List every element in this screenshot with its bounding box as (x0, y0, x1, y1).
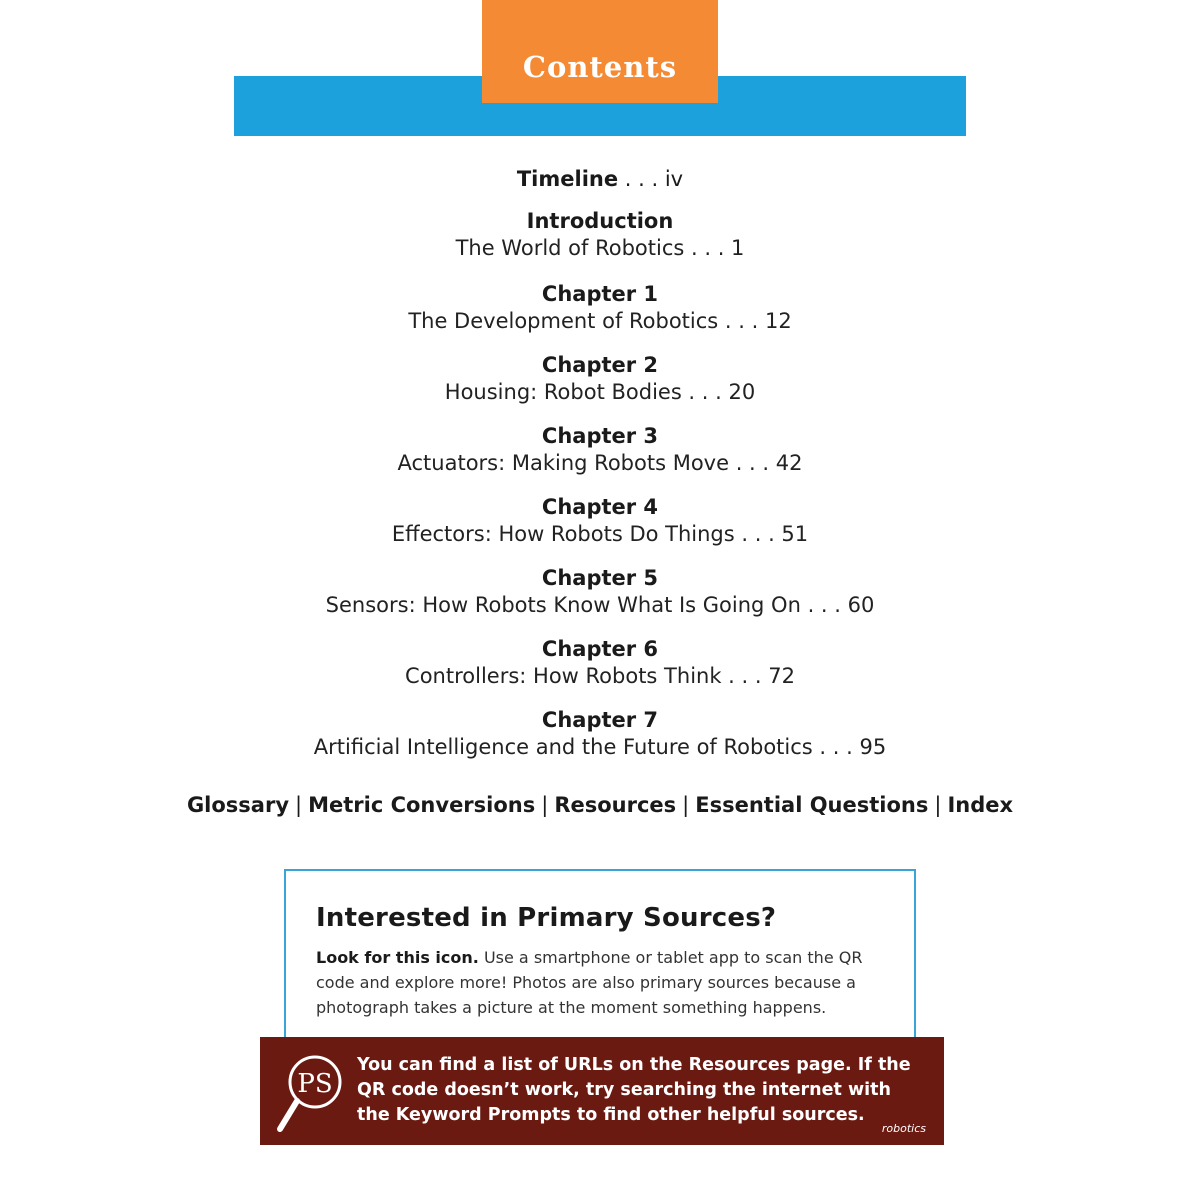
toc-entry-title: The World of Robotics . . . 1 (455, 236, 745, 260)
table-of-contents (0, 162, 1200, 778)
timeline-label: Timeline (516, 167, 619, 191)
toc-entry-head: Chapter 5 (541, 566, 659, 590)
toc-entry-title: Controllers: How Robots Think . . . 72 (405, 664, 795, 688)
primary-source-magnifier-icon (274, 1049, 344, 1139)
toc-entry-head: Chapter 1 (541, 282, 659, 306)
toc-entry-chapter-6[interactable] (0, 636, 1200, 707)
primary-sources-banner-text: You can find a list of URLs on the Resources page. If the QR code doesn’t work, try searching the internet with the Keyword Prompts to find other helpful sources. (357, 1055, 911, 1125)
toc-entry-chapter-4[interactable] (0, 494, 1200, 565)
separator: | (682, 793, 690, 817)
back-matter-glossary[interactable]: Glossary (186, 793, 290, 817)
toc-entry-chapter-2[interactable] (0, 352, 1200, 423)
primary-sources-body: Use a smartphone or tablet app to scan the QR code and explore more! Photos are also primary sources because a photograph takes a picture at the moment something happens. (316, 948, 863, 1017)
toc-entry-title: Sensors: How Robots Know What Is Going On . . . 60 (325, 593, 875, 617)
toc-entry-title: Actuators: Making Robots Move . . . 42 (397, 451, 803, 475)
contents-title-tab (482, 0, 718, 103)
page-title: Contents (522, 49, 678, 84)
back-matter-index[interactable]: Index (947, 793, 1014, 817)
toc-entry-head: Chapter 6 (541, 637, 659, 661)
toc-entry-head: Chapter 2 (541, 353, 659, 377)
brand-mark: robotics (881, 1122, 926, 1135)
separator: | (934, 793, 942, 817)
back-matter-essential-questions[interactable]: Essential Questions (695, 793, 929, 817)
separator: | (295, 793, 303, 817)
toc-entry-title: Artificial Intelligence and the Future of Robotics . . . 95 (313, 735, 887, 759)
primary-sources-text (316, 945, 876, 1020)
toc-entry-head: Chapter 7 (541, 708, 659, 732)
toc-entry-title: Effectors: How Robots Do Things . . . 51 (391, 522, 809, 546)
toc-entry-head: Introduction (526, 209, 674, 233)
toc-entry-chapter-3[interactable] (0, 423, 1200, 494)
toc-entry-chapter-5[interactable] (0, 565, 1200, 636)
toc-entry-chapter-7[interactable] (0, 707, 1200, 778)
primary-sources-box (284, 869, 916, 1041)
primary-sources-title: Interested in Primary Sources? (316, 903, 777, 933)
toc-entry-introduction[interactable] (0, 208, 1200, 281)
back-matter-metric-conversions[interactable]: Metric Conversions (308, 793, 536, 817)
separator: | (541, 793, 549, 817)
toc-entry-title: The Development of Robotics . . . 12 (408, 309, 792, 333)
toc-timeline[interactable] (0, 162, 1200, 196)
primary-sources-banner (260, 1037, 944, 1145)
back-matter-links (0, 793, 1200, 817)
primary-sources-lead: Look for this icon. (316, 948, 479, 967)
timeline-page: . . . iv (624, 167, 684, 191)
back-matter-resources[interactable]: Resources (554, 793, 677, 817)
toc-entry-chapter-1[interactable] (0, 281, 1200, 352)
ps-icon-label: PS (297, 1069, 333, 1099)
toc-entry-head: Chapter 3 (541, 424, 659, 448)
toc-entry-title: Housing: Robot Bodies . . . 20 (444, 380, 756, 404)
toc-entry-head: Chapter 4 (541, 495, 659, 519)
